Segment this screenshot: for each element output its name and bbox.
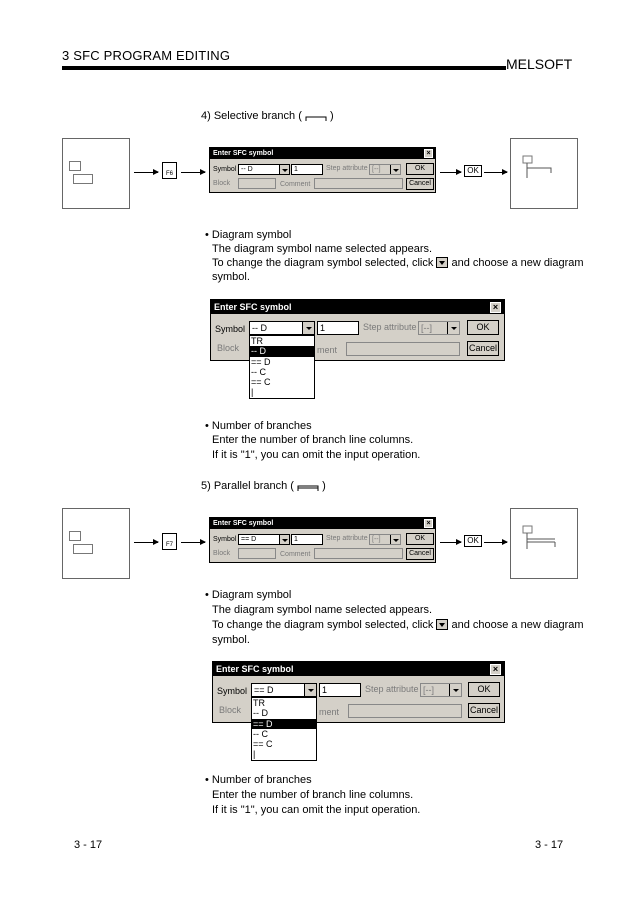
arrow-icon bbox=[440, 172, 461, 173]
symbol-label: Symbol bbox=[213, 166, 237, 173]
diagram-symbol-bullet: • Diagram symbol bbox=[205, 589, 292, 601]
dropdown-option[interactable]: TR bbox=[251, 336, 263, 346]
chevron-down-icon[interactable] bbox=[390, 535, 400, 544]
step-attribute-label: Step attribute bbox=[363, 322, 417, 332]
close-icon[interactable]: × bbox=[424, 519, 433, 528]
close-icon[interactable]: × bbox=[424, 149, 433, 158]
arrow-icon bbox=[181, 172, 205, 173]
cancel-button[interactable]: Cancel bbox=[468, 703, 500, 718]
comment-input[interactable] bbox=[314, 178, 403, 189]
ladder-after-panel bbox=[510, 138, 578, 209]
symbol-dropdown-list[interactable] bbox=[251, 697, 317, 761]
comment-input[interactable] bbox=[346, 342, 460, 356]
parallel-branch-heading: 5) Parallel branch ( ) bbox=[201, 480, 326, 492]
chevron-down-icon[interactable] bbox=[304, 684, 316, 696]
page-number-right: 3 - 17 bbox=[535, 839, 564, 851]
block-input[interactable] bbox=[238, 178, 276, 189]
ok-button[interactable]: OK bbox=[468, 682, 500, 697]
diagram-symbol-instr-cont: symbol. bbox=[212, 271, 250, 283]
arrow-icon bbox=[134, 542, 158, 543]
chevron-down-icon[interactable] bbox=[447, 322, 459, 334]
step-cursor bbox=[73, 544, 93, 554]
dropdown-arrow-icon bbox=[436, 619, 448, 630]
symbol-select[interactable]: == D bbox=[251, 683, 317, 697]
branch-count-input[interactable]: 1 bbox=[317, 321, 359, 335]
ladder-after-panel bbox=[510, 508, 578, 579]
dropdown-option[interactable]: == C bbox=[251, 377, 271, 388]
dropdown-option[interactable]: -- D bbox=[253, 708, 268, 719]
step-attribute-select[interactable]: [--] bbox=[418, 321, 460, 335]
dropdown-option[interactable]: -- C bbox=[251, 366, 266, 377]
arrow-icon bbox=[181, 542, 205, 543]
chevron-down-icon[interactable] bbox=[449, 684, 461, 696]
header-rule bbox=[62, 66, 506, 70]
step-cursor bbox=[73, 174, 93, 184]
dropdown-option[interactable]: | bbox=[251, 387, 254, 398]
step-attribute-select[interactable]: [--] bbox=[369, 534, 401, 545]
symbol-label: Symbol bbox=[215, 324, 246, 334]
dropdown-option[interactable]: | bbox=[253, 749, 256, 760]
dropdown-option[interactable]: TR bbox=[253, 698, 265, 708]
comment-label-partial: ment bbox=[317, 345, 338, 355]
arrow-icon bbox=[440, 542, 461, 543]
symbol-select[interactable]: -- D bbox=[249, 321, 315, 335]
step-attribute-label: Step attribute bbox=[326, 165, 368, 172]
f6-key[interactable]: F6 bbox=[162, 162, 177, 179]
branches-desc: Enter the number of branch line columns. bbox=[212, 434, 414, 446]
diagram-symbol-instr: To change the diagram symbol selected, click and choose a new diagram bbox=[212, 257, 584, 269]
brand-name: MELSOFT bbox=[506, 56, 573, 72]
diagram-symbol-bullet: • Diagram symbol bbox=[205, 229, 292, 241]
ok-button[interactable]: OK bbox=[406, 163, 434, 175]
comment-input[interactable] bbox=[348, 704, 462, 718]
diagram-symbol-desc: The diagram symbol name selected appears. bbox=[212, 243, 433, 255]
step-block bbox=[69, 531, 81, 541]
block-label: Block bbox=[213, 180, 231, 187]
selective-branch-result-icon bbox=[511, 139, 577, 208]
branches-note: If it is "1", you can omit the input operation. bbox=[212, 449, 421, 461]
f7-key[interactable]: F7 bbox=[162, 533, 177, 550]
block-label: Block bbox=[217, 343, 240, 353]
parallel-branch-result-icon bbox=[511, 509, 577, 578]
chevron-down-icon[interactable] bbox=[279, 535, 289, 544]
sfc-symbol-dialog bbox=[209, 517, 436, 563]
symbol-select[interactable]: -- D bbox=[238, 164, 290, 175]
symbol-select[interactable]: == D bbox=[238, 534, 290, 545]
arrow-icon bbox=[134, 172, 158, 173]
symbol-dropdown-list[interactable] bbox=[249, 335, 315, 399]
ladder-before-panel bbox=[62, 508, 130, 579]
selective-branch-icon bbox=[305, 112, 327, 120]
diagram-symbol-desc: The diagram symbol name selected appears. bbox=[212, 604, 433, 616]
branch-count-input[interactable]: 1 bbox=[319, 683, 361, 697]
chevron-down-icon[interactable] bbox=[302, 322, 314, 334]
dropdown-arrow-icon bbox=[436, 257, 448, 268]
dialog-titlebar: Enter SFC symbol bbox=[211, 300, 504, 314]
step-attribute-select[interactable]: [--] bbox=[420, 683, 462, 697]
branches-note: If it is "1", you can omit the input operation. bbox=[212, 804, 421, 816]
ok-button[interactable]: OK bbox=[406, 533, 434, 545]
block-label: Block bbox=[213, 550, 231, 557]
branches-bullet: • Number of branches bbox=[205, 774, 312, 786]
comment-label: Comment bbox=[280, 551, 311, 558]
dropdown-option[interactable]: == C bbox=[253, 739, 273, 750]
sfc-symbol-dialog-large bbox=[212, 661, 505, 760]
symbol-label: Symbol bbox=[217, 686, 248, 696]
ok-button[interactable]: OK bbox=[467, 320, 499, 335]
branch-count-input[interactable]: 1 bbox=[291, 164, 323, 175]
section-header: 3 SFC PROGRAM EDITING bbox=[62, 48, 231, 63]
symbol-label: Symbol bbox=[213, 536, 237, 543]
dropdown-option-selected[interactable]: == D bbox=[252, 719, 316, 729]
dialog-titlebar: Enter SFC symbol bbox=[210, 518, 435, 529]
diagram-symbol-instr-cont: symbol. bbox=[212, 634, 250, 646]
diagram-symbol-instr: To change the diagram symbol selected, click and choose a new diagram bbox=[212, 619, 584, 631]
dialog-titlebar: Enter SFC symbol bbox=[210, 148, 435, 159]
comment-input[interactable] bbox=[314, 548, 403, 559]
arrow-icon bbox=[484, 172, 507, 173]
dialog-titlebar: Enter SFC symbol bbox=[213, 662, 504, 676]
comment-label: Comment bbox=[280, 181, 311, 188]
branches-desc: Enter the number of branch line columns. bbox=[212, 789, 414, 801]
page-number-left: 3 - 17 bbox=[74, 839, 103, 851]
branches-bullet: • Number of branches bbox=[205, 420, 312, 432]
step-attribute-select[interactable]: [--] bbox=[369, 164, 401, 175]
step-attribute-label: Step attribute bbox=[365, 684, 419, 694]
block-label: Block bbox=[219, 705, 242, 715]
step-block bbox=[69, 161, 81, 171]
dropdown-option-selected[interactable]: -- D bbox=[250, 346, 314, 356]
step-attribute-label: Step attribute bbox=[326, 535, 368, 542]
close-icon[interactable]: × bbox=[490, 302, 501, 313]
branch-count-input[interactable]: 1 bbox=[291, 534, 323, 545]
sfc-symbol-dialog-large bbox=[210, 299, 505, 398]
parallel-branch-icon bbox=[297, 482, 319, 490]
ok-key[interactable]: OK bbox=[464, 165, 482, 177]
chevron-down-icon[interactable] bbox=[390, 165, 400, 174]
sfc-symbol-dialog bbox=[209, 147, 436, 193]
dropdown-option[interactable]: == D bbox=[251, 356, 271, 367]
dropdown-option[interactable]: -- C bbox=[253, 728, 268, 739]
ok-key[interactable]: OK bbox=[464, 535, 482, 547]
close-icon[interactable]: × bbox=[490, 664, 501, 675]
cancel-button[interactable]: Cancel bbox=[467, 341, 499, 356]
comment-label-partial: ment bbox=[319, 707, 340, 717]
cancel-button[interactable]: Cancel bbox=[406, 178, 434, 190]
block-input[interactable] bbox=[238, 548, 276, 559]
ladder-before-panel bbox=[62, 138, 130, 209]
arrow-icon bbox=[484, 542, 507, 543]
cancel-button[interactable]: Cancel bbox=[406, 548, 434, 560]
selective-branch-heading: 4) Selective branch ( ) bbox=[201, 110, 334, 122]
chevron-down-icon[interactable] bbox=[279, 165, 289, 174]
